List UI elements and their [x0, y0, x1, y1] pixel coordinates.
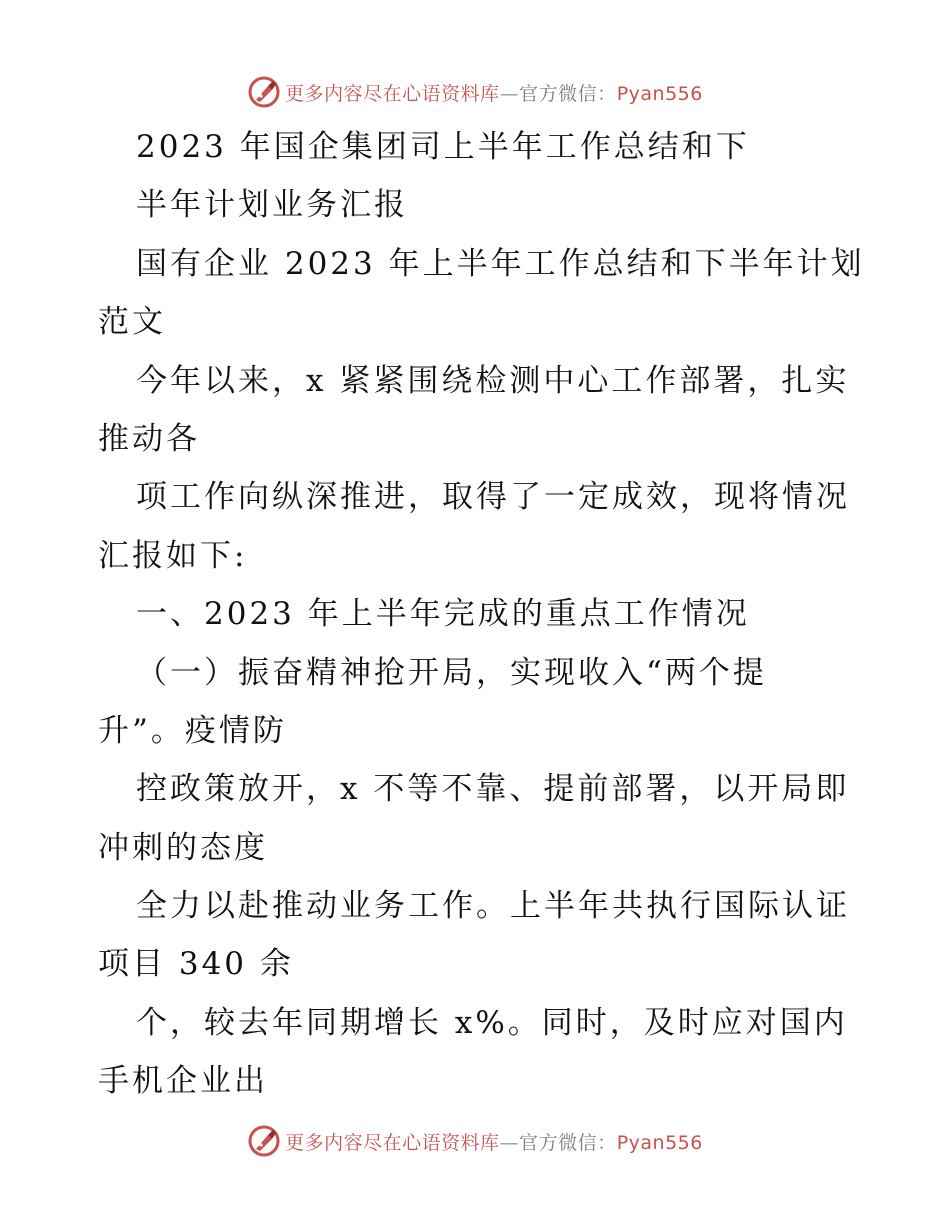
paragraph-line: 国有企业 2023 年上半年工作总结和下半年计划: [136, 245, 865, 282]
paragraph-line: 手机企业出: [98, 1063, 268, 1100]
document-body: [98, 118, 865, 1111]
paragraph-line: 推动各: [98, 420, 200, 457]
paragraph-line: 项工作向纵深推进，取得了一定成效，现将情况: [136, 479, 850, 516]
paragraph-line: 今年以来，x 紧紧围绕检测中心工作部署，扎实: [136, 362, 850, 399]
pen-nib-circle-icon: [247, 75, 281, 109]
paragraph-line: （一）振奋精神抢开局，实现收入“两个提: [136, 654, 767, 691]
paragraph-line: 2023 年国企集团司上半年工作总结和下: [136, 129, 750, 165]
paragraph-line: 冲刺的态度: [98, 829, 268, 866]
pen-nib-circle-icon: [247, 1124, 281, 1158]
paragraph-line: 项目 340 余: [98, 946, 294, 983]
header-watermark: [0, 72, 950, 112]
footer-watermark: [0, 1121, 950, 1161]
paragraph-line: 一、2023 年上半年完成的重点工作情况: [136, 596, 750, 633]
paragraph-line: 汇报如下:: [98, 537, 248, 574]
paragraph-line: 半年计划业务汇报: [136, 187, 408, 224]
paragraph-line: 控政策放开，x 不等不靠、提前部署，以开局即: [136, 771, 850, 808]
paragraph-line: 升”。疫情防: [98, 712, 287, 749]
watermark-text: 更多内容尽在心语资料库—官方微信：Pyan556: [285, 1131, 703, 1154]
paragraph-line: 个，较去年同期增长 x%。同时，及时应对国内: [136, 1004, 848, 1041]
paragraph-line: 范文: [98, 304, 166, 341]
paragraph-line: 全力以赴推动业务工作。上半年共执行国际认证: [136, 888, 850, 925]
watermark-text: 更多内容尽在心语资料库—官方微信：Pyan556: [285, 82, 703, 105]
